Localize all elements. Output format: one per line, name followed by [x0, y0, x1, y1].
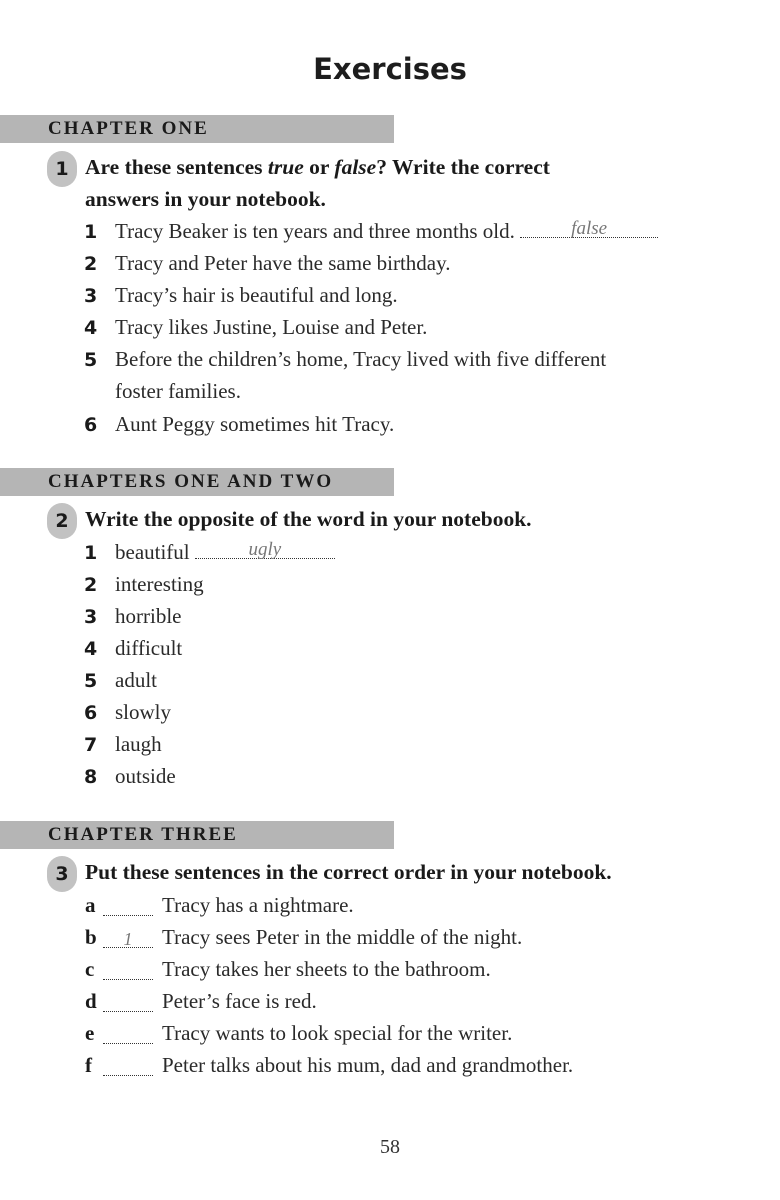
item-text: Before the children’s home, Tracy lived with five different	[115, 347, 607, 371]
item-number: 5	[84, 670, 98, 692]
item-letter: c	[85, 957, 95, 981]
instruction-text: or	[303, 155, 335, 179]
answer-line	[103, 899, 153, 916]
exercise-instruction-line2: answers in your notebook.	[85, 187, 326, 211]
section-band-chapter-three	[0, 821, 394, 849]
item-text: interesting	[115, 572, 204, 596]
item-number: 2	[84, 574, 98, 596]
item-number: 2	[84, 253, 98, 275]
answer-line	[103, 1027, 153, 1044]
item-number: 4	[84, 317, 98, 339]
item-number: 3	[84, 606, 98, 628]
section-heading: CHAPTERS ONE AND TWO	[48, 471, 334, 492]
item-text-content: beautiful	[115, 540, 190, 564]
item-text	[115, 219, 658, 244]
item-text: adult	[115, 668, 157, 692]
item-text: difficult	[115, 636, 183, 660]
item-text: laugh	[115, 732, 162, 756]
item-text: horrible	[115, 604, 182, 628]
answer-line	[103, 931, 153, 948]
item-text: Peter’s face is red.	[162, 989, 317, 1013]
answer-text: ugly	[248, 539, 282, 560]
exercise-instruction	[85, 155, 550, 180]
exercise-number-badge: 1	[47, 151, 77, 187]
section-band-chapters-one-and-two	[0, 468, 394, 496]
item-letter: e	[85, 1021, 95, 1045]
item-text-content: Tracy Beaker is ten years and three months old.	[115, 219, 515, 243]
item-text: outside	[115, 764, 176, 788]
item-number: 3	[84, 285, 98, 307]
item-number: 7	[84, 734, 98, 756]
item-letter: f	[85, 1053, 92, 1077]
answer-text: 1	[123, 929, 133, 949]
item-text: Tracy sees Peter in the middle of the night.	[162, 925, 523, 949]
answer-text: false	[571, 218, 608, 239]
item-text: Tracy’s hair is beautiful and long.	[115, 283, 398, 307]
item-text: Tracy wants to look special for the writer.	[162, 1021, 513, 1045]
section-heading: CHAPTER THREE	[48, 824, 238, 845]
item-text: Tracy has a nightmare.	[162, 893, 354, 917]
instruction-text: ? Write the correct	[376, 155, 550, 179]
instruction-text: Are these sentences	[85, 155, 268, 179]
section-band-chapter-one	[0, 115, 394, 143]
item-letter: b	[85, 925, 97, 949]
item-text: Tracy takes her sheets to the bathroom.	[162, 957, 491, 981]
section-heading: CHAPTER ONE	[48, 118, 209, 139]
answer-line	[103, 1059, 153, 1076]
item-text: Tracy and Peter have the same birthday.	[115, 251, 451, 275]
answer-line	[103, 995, 153, 1012]
item-number: 6	[84, 414, 98, 436]
instruction-true-word: true	[267, 155, 304, 179]
page-number: 58	[380, 1136, 400, 1158]
item-number: 5	[84, 349, 98, 371]
item-text	[115, 540, 335, 565]
answer-line	[195, 539, 335, 560]
item-letter: d	[85, 989, 97, 1013]
item-text: Tracy likes Justine, Louise and Peter.	[115, 315, 428, 339]
item-number: 4	[84, 638, 98, 660]
exercise-number-badge: 2	[47, 503, 77, 539]
item-number: 6	[84, 702, 98, 724]
item-number: 1	[84, 542, 98, 564]
page-title: Exercises	[313, 52, 467, 86]
item-letter: a	[85, 893, 96, 917]
item-number: 1	[84, 221, 98, 243]
item-text: slowly	[115, 700, 172, 724]
item-text: foster families.	[115, 379, 241, 403]
item-text: Peter talks about his mum, dad and grandmother.	[162, 1053, 574, 1077]
exercise-instruction: Write the opposite of the word in your notebook.	[85, 507, 532, 531]
answer-line	[520, 218, 658, 239]
answer-line	[103, 963, 153, 980]
exercise-number-badge: 3	[47, 856, 77, 892]
item-number: 8	[84, 766, 98, 788]
exercise-instruction: Put these sentences in the correct order in your notebook.	[85, 860, 612, 884]
item-text: Aunt Peggy sometimes hit Tracy.	[115, 412, 395, 436]
instruction-false-word: false	[334, 155, 377, 179]
